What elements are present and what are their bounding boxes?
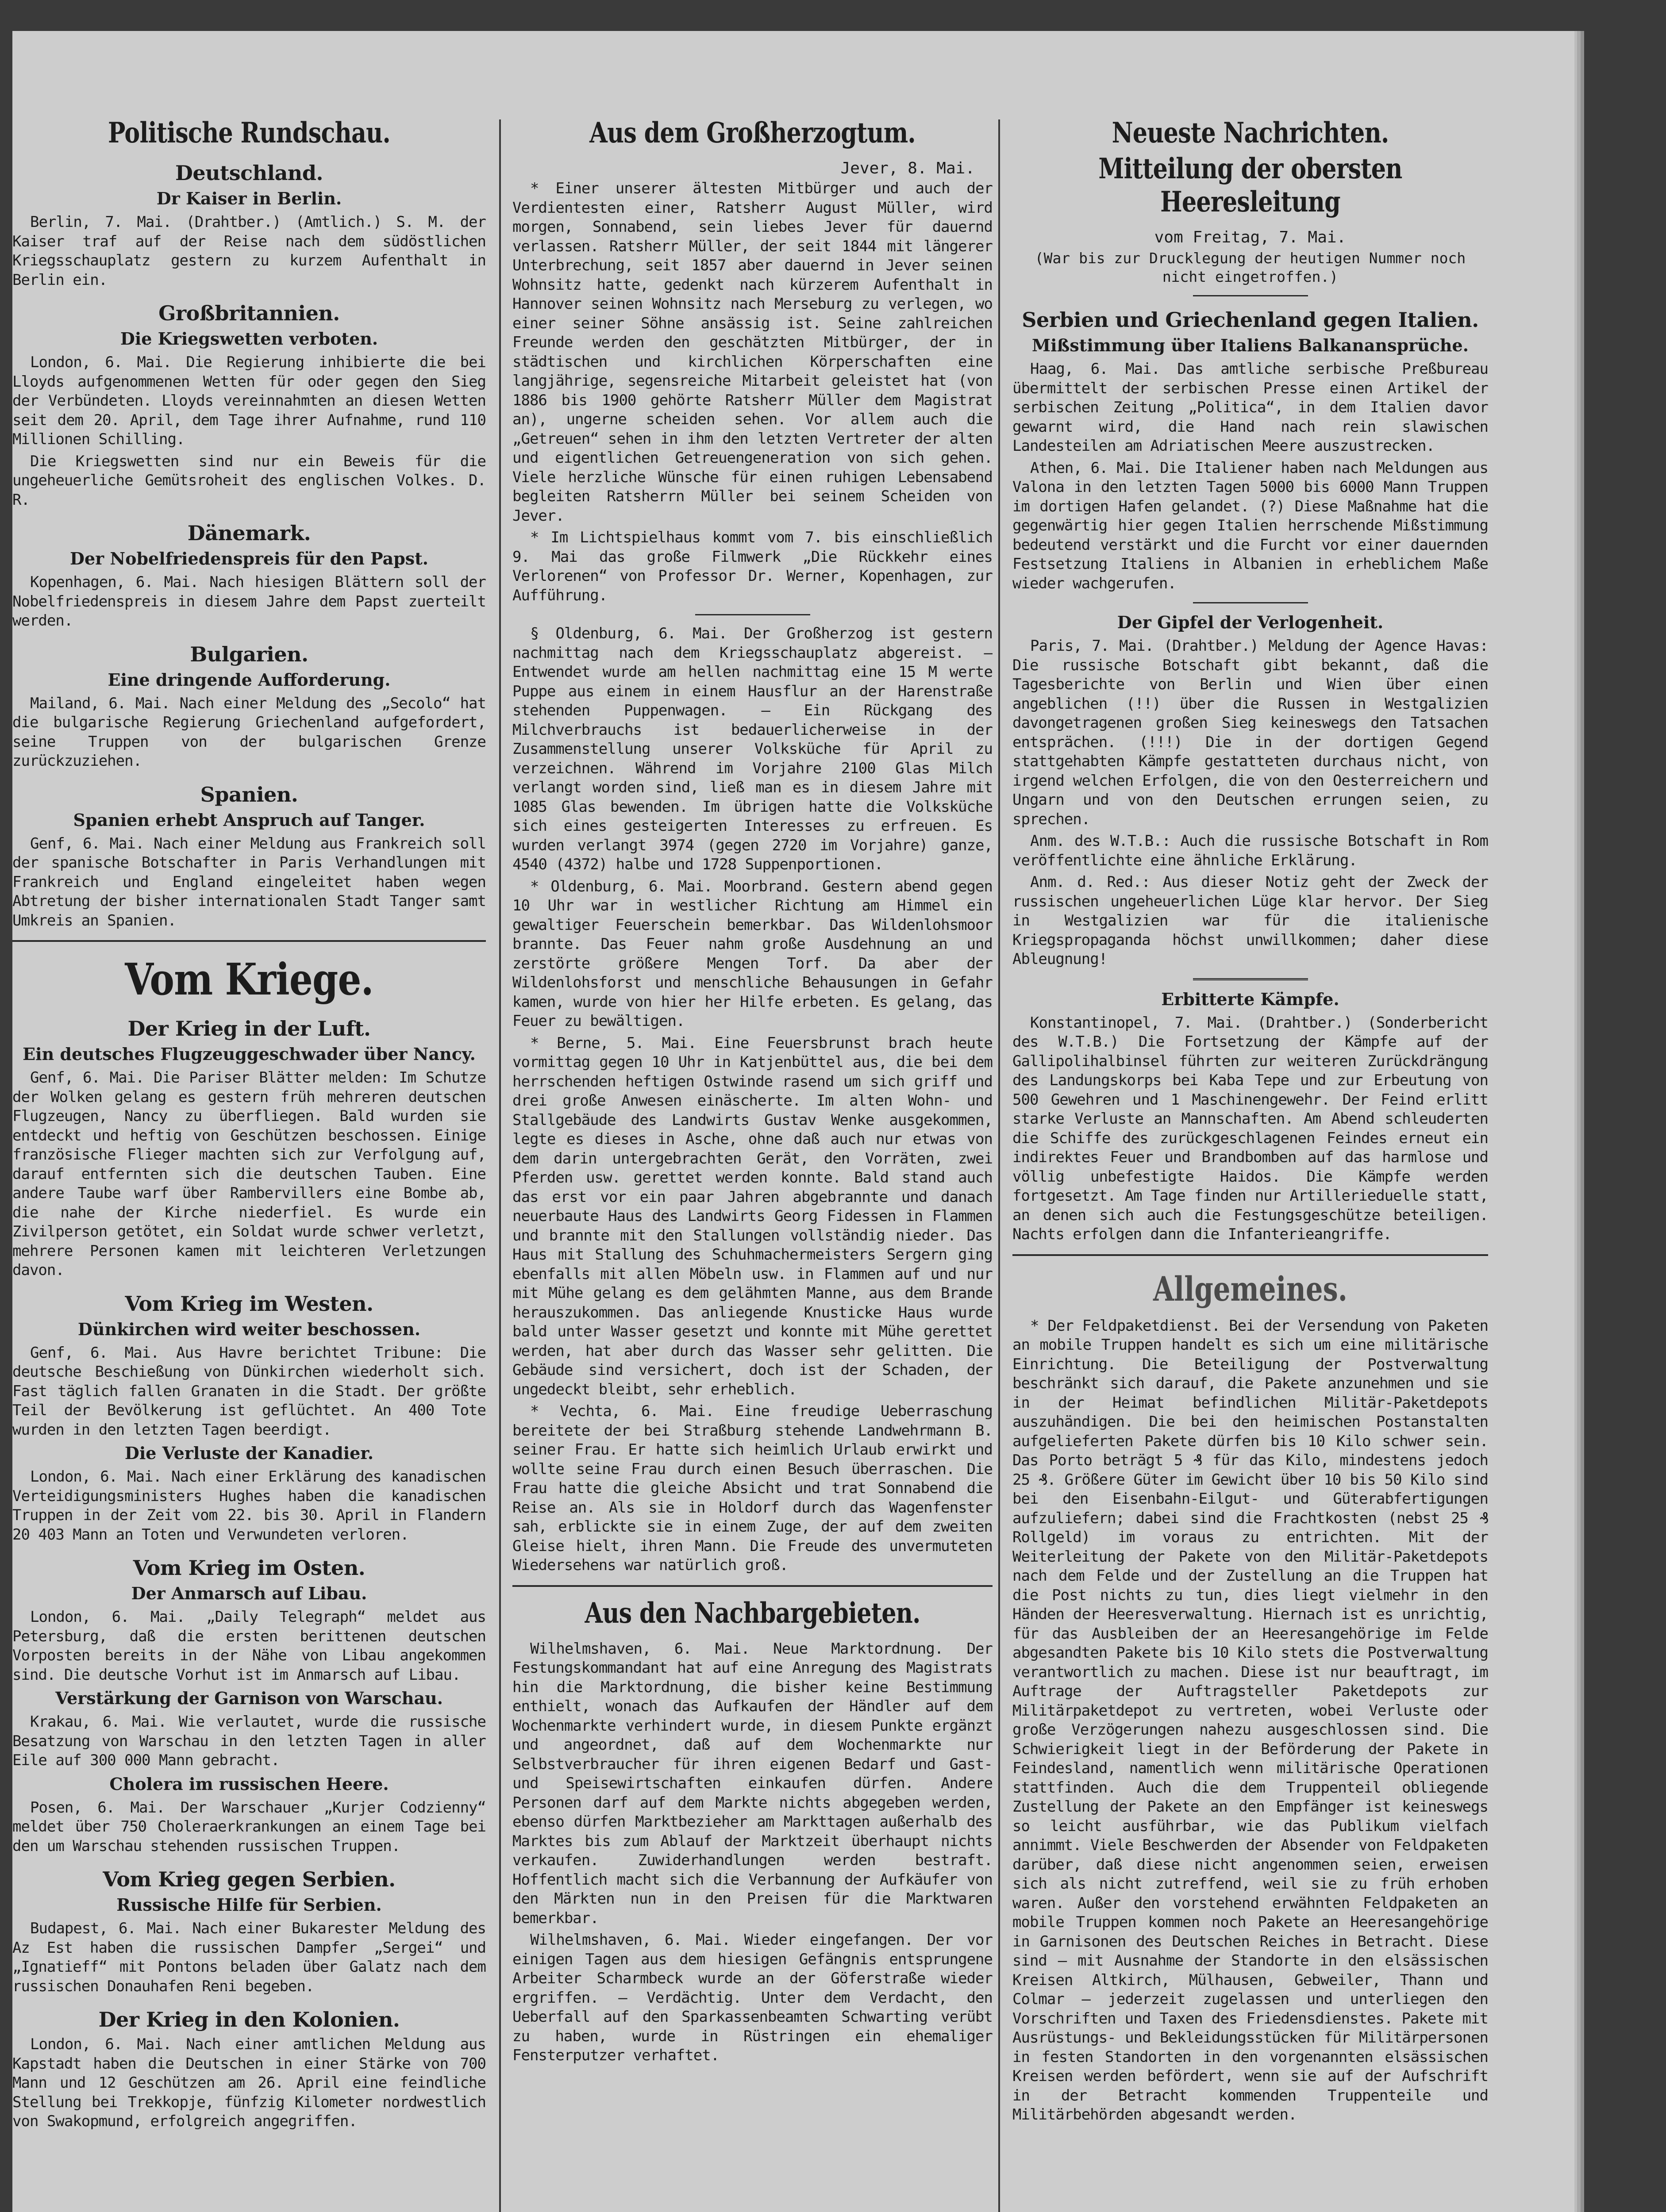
article-text: * Der Feldpaketdienst. Bei der Versendung von Paketen an mobile Truppen handelt es sich um eine militärische Einrichtung. Die Beteiligung der Postverwaltung beschränkt sich darauf, die Pakete anzunehmen und sie in der Heimat befindlichen Militär-Paketdepots auszuhändigen. Die bei den heimischen Postanstalten aufgelieferten Pakete dürfen bis 10 Kilo schwer sein. Das Porto beträgt 5 ₰ für das Kilo, mindestens jedoch 25 ₰. Größere Güter im Gewicht über 10 bis 50 Kilo sind bei den Eisenbahn-Eilgut- und Güterabfertigungen aufzuliefern; dabei sind die Frachtkosten (nebst 25 ₰ Rollgeld) im voraus zu entrichten. Mit der Weiterleitung der Pakete von den Militär-Paketdepots nach dem Felde und der Zustellung an die Truppen hat die Post nichts zu tun, dies liegt vielmehr in den Händen der Heeresverwaltung. Hiernach ist es unrichtig, für das Ausbleiben der an Heeresangehörige im Felde abgesandten Pakete bis 10 Kilo stets die Postverwaltung verantwortlich zu machen. Diese ist nur beauftragt, im Auftrage der Auftragsteller Paketdepots zur Militärpaketdepot zu vertreten, wobei Verluste oder große Verzögerungen nahezu ausgeschlossen sind. Die Schwierigkeit liegt in der Beförderung der Pakete in Feindesland, namentlich wenn militärische Operationen stattfinden. Auch die dem Truppenteil obliegende Zustellung der Pakete an den Empfänger ist keineswegs so leicht ausführbar, wie das Publikum vielfach annimmt. Viele Beschwerden der Absender von Feldpaketen darüber, daß diese nicht angenommen seien, erweisen sich als nicht zutreffend, weil sie zu früh erhoben waren. Außer den vorstehend erwähnten Feldpaketen an mobile Truppen kommen noch Pakete an Heeresangehörige in Garnisonen des Deutschen Reiches in Betracht. Diese sind — mit Ausnahme der Standorte in den elsässischen Kreisen Altkirch, Mülhausen, Gebweiler, Thann und Colmar — jederzeit zugelassen und unterliegen den Vorschriften und Taxen des Friedensdienstes. Pakete mit Ausrüstungs- und Bekleidungsstücken für Militärpersonen in festen Standorten in den vorgenannten elsässischen Kreisen werden befördert, wenn sie auf der Aufschrift in der Betracht kommenden Truppenteile und Militärbehörden abgesandt werden. [1012, 1317, 1488, 2124]
bulletin-note: (War bis zur Drucklegung der heutigen Nummer noch nicht eingetroffen.) [1035, 250, 1466, 285]
article-divider [1193, 602, 1308, 603]
article-text: Genf, 6. Mai. Nach einer Meldung aus Frankreich soll der spanische Botschafter in Paris Verhandlungen mit Frankreich und England eingeleitet haben wegen Abtretung der bisher internationalen Stadt Tanger samt Umkreis an Spanien. [12, 834, 486, 929]
article-headline: Erbitterte Kämpfe. [1161, 989, 1339, 1009]
article-text: Krakau, 6. Mai. Wie verlautet, wurde die russische Besatzung von Warschau in den letzten Tagen in aller Eile auf 300 000 Mann gebracht. [12, 1713, 486, 1769]
article-divider [1193, 978, 1308, 980]
article-text: Die Kriegswetten sind nur ein Beweis für die ungeheuerliche Gemütsroheit des englischen Volkes. D. R. [12, 452, 486, 509]
article-headline: Dr Kaiser in Berlin. [156, 188, 342, 208]
article-text: * Im Lichtspielhaus kommt vom 7. bis einschließlich 9. Mai das große Filmwerk „Die Rückkehr eines Verlorenen“ von Professor Dr. Werner, Kopenhagen, zur Aufführung. [512, 529, 993, 604]
article-text: Berlin, 7. Mai. (Drahtber.) (Amtlich.) S. M. der Kaiser traf auf der Reise nach dem südöstlichen Kriegsschauplatz gestern zu kurzem Aufenthalt in Berlin ein. [12, 213, 486, 289]
article-headline: Der Anmarsch auf Libau. [131, 1583, 367, 1603]
article-text: London, 6. Mai. Die Regierung inhibierte die bei Lloyds aufgenommenen Wetten für oder gegen den Sieg der Verbündeten. Lloyds vereinnahmten an diesen Wetten seit dem 20. April, dem Tage ihrer Aufnahme, rund 110 Millionen Schilling. [12, 353, 486, 448]
section-divider [512, 1585, 993, 1587]
article-headline: Der Gipfel der Verlogenheit. [1117, 612, 1384, 632]
country-heading: Dänemark. [187, 521, 311, 545]
column-2 [512, 108, 993, 2212]
bulletin-title: Mitteilung der obersten Heeresleitung [1098, 152, 1402, 219]
section-masthead: Aus dem Großherzogtum. [589, 116, 916, 150]
article-headline: Ein deutsches Flugzeuggeschwader über Nancy. [23, 1044, 476, 1064]
column-1 [12, 108, 486, 2212]
section-heading: Der Krieg in den Kolonien. [98, 2008, 400, 2032]
section-heading: Vom Krieg im Osten. [133, 1556, 366, 1580]
section-heading: Vom Krieg im Westen. [125, 1291, 373, 1316]
column-rule [998, 119, 1000, 2212]
section-divider [1012, 1254, 1488, 1256]
article-headline: Die Verluste der Kanadier. [124, 1443, 374, 1463]
article-text: § Oldenburg, 6. Mai. Der Großherzog ist gestern nachmittag nach dem Kriegsschauplatz abgereist. — Entwendet wurde am hellen nachmittag eine 15 M werte Puppe aus einem in einem Hausflur an der Harenstraße stehenden Puppenwagen. — Ein Rückgang des Milchverbrauchs ist bedauerlicherweise in der Zusammenstellung unserer Volksküche für April zu verzeichnen. Während im Vorjahre 2100 Glas Milch verlangt worden sind, ließ man es in diesem Jahre mit 1085 Glas bewenden. Im übrigen hatte die Volksküche sich eines gesteigerten Interesses zu erfreuen. Es wurden verlangt 3974 (gegen 2720 im Vorjahre) ganze, 4540 (4372) halbe und 1728 Suppenportionen. [512, 625, 993, 873]
article-text: Anm. d. Red.: Aus dieser Notiz geht der Zweck der russischen ungeheuerlichen Lüge klar hervor. Der Sieg in Westgalizien war für die italienische Kriegspropaganda höchst unwillkommen; daher diese Ableugnung! [1012, 873, 1488, 968]
article-text: Konstantinopel, 7. Mai. (Drahtber.) (Sonderbericht des W.T.B.) Die Fortsetzung der Kämpfe auf der Gallipolihalbinsel führten zur weiteren Zurückdrängung des Landungskorps bei Kaba Tepe und zur Erbeutung von 500 Gewehren und 1 Maschinengewehr. Der Feind erlitt starke Verluste an Mannschaften. Am Abend schleuderten die Schiffe des zurückgeschlagenen Feindes erneut ein indirektes Feuer und Brandbomben auf das harmlose und völlig unbefestigte Haidos. Die Kämpfe werden fortgesetzt. Am Tage finden nur Artilleriеduelle statt, an denen sich auch die Festungsgeschütze beteiligen. Nachts erfolgen dann die Infanterieangriffe. [1012, 1014, 1488, 1243]
country-heading: Bulgarien. [190, 642, 308, 666]
column-rule [499, 119, 501, 2212]
article-headline: Die Kriegswetten verboten. [120, 329, 378, 349]
country-heading: Spanien. [200, 782, 298, 806]
country-heading: Deutschland. [175, 161, 323, 185]
article-text: * Vechta, 6. Mai. Eine freudige Ueberraschung bereitete der bei Straßburg stehende Landwehrmann B. seiner Frau. Er hatte sich heimlich Urlaub erwirkt und wollte seine Frau durch einen Besuch überraschen. Die Frau hatte die gleiche Absicht und trat Sonnabend die Reise an. Als sie in Holdorf durch das Wagenfenster sah, erblickte sie in einem Zuge, der auf dem zweiten Gleise hielt, ihren Mann. Die Freude des unvermuteten Wiedersehens war natürlich groß. [512, 1402, 993, 1574]
article-text: Genf, 6. Mai. Aus Havre berichtet Tribune: Die deutsche Beschießung von Dünkirchen wiederholt sich. Fast täglich fallen Granaten in die Stadt. Der größte Teil der Bevölkerung ist geflüchtet. An 400 Tote wurden in den letzten Tagen beerdigt. [12, 1344, 486, 1439]
article-text: London, 6. Mai. Nach einer amtlichen Meldung aus Kapstadt haben die Deutschen in einer Stärke von 700 Mann und 12 Geschützen am 26. April eine feindliche Stellung bei Trekkopje, fünfzig Kilometer nordwestlich von Swakopmund, erfolgreich angegriffen. [12, 2035, 486, 2130]
section-masthead: Allgemeines. [1153, 1269, 1347, 1309]
article-text: * Berne, 5. Mai. Eine Feuersbrunst brach heute vormittag gegen 10 Uhr in Katjenbüttel aus, die bei dem herrschenden heftigen Ostwinde rasend um sich griff und drei große Anwesen einäscherte. Im alten Wohn- und Stallgebäude des Landwirts Gustav Wenke ausgekommen, legte es dieses in Asche, ohne daß auch nur etwas von dem darin untergebrachten Gerät, den Vorräten, zwei Pferden usw. gerettet werden konnte. Bald stand auch das erst vor ein paar Jahren abgebrannte und danach neuerbaute Haus des Landwirts Georg Fidessen in Flammen und brannte mit den Stallungen vollständig nieder. Das Haus mit Stallung des Schuhmachermeisters Sergern ging ebenfalls mit allen Möbeln usw. in Flammen auf und nur mit Mühe gelang es dem gelähmten Manne, aus dem Brande herauszukommen. Das anliegende Knusticke Haus wurde bald unter Wasser gesetzt und konnte mit Mühe gerettet werden, hat aber durch das Wasser sehr gelitten. Die Gebäude sind versichert, doch ist der Schaden, der ungedeckt bleibt, sehr erheblich. [512, 1034, 993, 1398]
dateline: Jever, 8. Mai. [840, 159, 975, 177]
article-text: Kopenhagen, 6. Mai. Nach hiesigen Blättern soll der Nobelfriedenspreis in diesem Jahre dem Papst zuerteilt werden. [12, 573, 486, 630]
section-masthead: Aus den Nachbargebieten. [585, 1596, 920, 1630]
article-divider [1193, 295, 1308, 296]
article-text: Haag, 6. Mai. Das amtliche serbische Preßbureau übermittelt der serbischen Presse einen Artikel der serbischen Zeitung „Politica“, in dem Italien davor gewarnt wird, die Hand nach rein slawischen Landesteilen am Adriatischen Meere auszustrecken. [1012, 360, 1488, 455]
country-heading: Großbritannien. [158, 301, 340, 325]
article-headline: Verstärkung der Garnison von Warschau. [55, 1688, 443, 1708]
article-headline: Russische Hilfe für Serbien. [116, 1895, 382, 1915]
article-divider [695, 614, 810, 615]
article-text: Wilhelmshaven, 6. Mai. Neue Marktordnung. Der Festungskommandant hat auf eine Anregung des Magistrats hin die Marktordnung, die bisher keine Bestimmung enthielt, wonach das Aufkaufen der Händler auf dem Wochenmarkte verhindert wurde, in diesem Punkte ergänzt und angeordnet, daß auf dem Wochenmarkte nur Selbstverbraucher für ihren eigenen Bedarf und Gast- und Speisewirtschaften einkaufen dürfen. Andere Personen darf auf dem Markte nichts abgegeben werden, ebenso dürfen Marktbezieher am Markttagen außerhalb des Marktes bis zum Ablauf der Marktzeit überhaupt nichts verkaufen. Zuwiderhandlungen werden bestraft. Hoffentlich macht sich die Verbannung der Aufkäufer von den Märkten nun in den Preisen für die Marktwaren bemerkbar. [512, 1640, 993, 1927]
section-heading: Vom Krieg gegen Serbien. [103, 1867, 396, 1891]
article-text: Genf, 6. Mai. Die Pariser Blätter melden: Im Schutze der Wolken gelang es gestern früh mehreren deutschen Flugzeugen, Nancy zu überfliegen. Bald wurden sie entdeckt und heftig von Geschützen beschossen. Einige französische Flieger machten sich zur Verfolgung auf, darauf entfernten sich die deutschen Tauben. Eine andere Taube warf über Rambervillers eine Bombe ab, die nahe der Kirche niederfiel. Es wurde ein Zivilperson getötet, ein Soldat wurde schwer verletzt, mehrere Personen kamen mit leichteren Verletzungen davon. [12, 1069, 486, 1279]
article-text: * Einer unserer ältesten Mitbürger und auch der Verdientesten einer, Ratsherr August Müller, wird morgen, Sonnabend, sein liebes Jever für dauernd verlassen. Ratsherr Müller, der seit 1844 mit längerer Unterbrechung, seit 1857 aber dauernd in Jever seinen Wohnsitz hatte, gedenkt nach kürzerem Aufenthalt in Hannover seinen Wohnsitz nach Merseburg zu verlegen, wo einer seiner Söhne ansässig ist. Seine zahlreichen Freunde werden den geschätzten Mitbürger, der in städtischen und kirchlichen Körperschaften eine langjährige, segensreiche Mitarbeit geleistet hat (von 1886 bis 1900 gehörte Ratsherr Müller dem Magistrat an), ungerne scheiden sehen. Vor allem auch die „Getreuen“ sehen in ihm den letzten Vertreter der alten und eigentlichen Getreuengeneration von sich gehen. Viele herzliche Wünsche für einen ruhigen Lebensabend begleiten Ratsherrn Müller bei seinem Scheiden von Jever. [512, 180, 993, 525]
section-heading: Der Krieg in der Luft. [127, 1017, 371, 1041]
article-text: Athen, 6. Mai. Die Italiener haben nach Meldungen aus Valona in den letzten Tagen 5000 bis 6000 Mann Truppen im dortigen Hafen gelandet. (?) Diese Maßnahme hat die gegenwärtig hier gegen Italien herrschende Mißstimmung bedeutend verstärkt und die Furcht vor einer dauernden Festsetzung Italiens in Albanien in erheblichem Maße wieder wachgerufen. [1012, 459, 1488, 592]
article-text: * Oldenburg, 6. Mai. Moorbrand. Gestern abend gegen 10 Uhr war in westlicher Richtung am Himmel ein gewaltiger Feuerschein bemerkbar. Das Wildenlohsmoor brannte. Das Feuer nahm große Ausdehnung an und zerstörte größere Mengen Torf. Da aber der Wildenlohsforst und menschliche Behausungen in Gefahr kamen, wurde von hier her Hilfe erbeten. Es gelang, das Feuer zu bewältigen. [512, 877, 993, 1030]
article-text: Mailand, 6. Mai. Nach einer Meldung des „Secolo“ hat die bulgarische Regierung Griechenland aufgefordert, seine Truppen von der bulgarischen Grenze zurückzuziehen. [12, 694, 486, 770]
article-headline: Cholera im russischen Heere. [109, 1774, 389, 1794]
section-masthead: Politische Rundschau. [108, 116, 390, 150]
war-masthead: Vom Kriege. [125, 954, 373, 1005]
newspaper-page [12, 31, 1574, 2212]
section-masthead: Neueste Nachrichten. [1112, 116, 1389, 150]
section-heading: Serbien und Griechenland gegen Italien. [1022, 308, 1479, 332]
article-text: Budapest, 6. Mai. Nach einer Bukarester Meldung des Az Est haben die russischen Dampfer „Sergei“ und „Ignatieff“ mit Pontons beladen über Galatz nach dem russischen Donauhafen Reni begeben. [12, 1920, 486, 1995]
article-text: Anm. des W.T.B.: Auch die russische Botschaft in Rom veröffentlichte eine ähnliche Erklärung. [1012, 832, 1488, 869]
article-headline: Mißstimmung über Italiens Balkanansprüche. [1032, 335, 1469, 355]
article-text: London, 6. Mai. Nach einer Erklärung des kanadischen Verteidigungsministers Hughes haben die kanadischen Truppen in der Zeit vom 22. bis 30. April in Flandern 20 403 Mann an Toten und Verwundeten verloren. [12, 1468, 486, 1544]
section-divider [12, 940, 486, 942]
bulletin-date: vom Freitag, 7. Mai. [1154, 228, 1347, 246]
column-3 [1012, 108, 1488, 2212]
article-headline: Spanien erhebt Anspruch auf Tanger. [73, 810, 425, 830]
article-text: Wilhelmshaven, 6. Mai. Wieder eingefangen. Der vor einigen Tagen aus dem hiesigen Gefängnis entsprungene Arbeiter Scharmbeck wurde an der Göferstraße wieder ergriffen. — Verdächtig. Unter dem Verdacht, den Ueberfall auf den Sparkassenbeamten Schwarting verübt zu haben, wurde in Rüstringen ein ehemaliger Fensterputzer verhaftet. [512, 1931, 993, 2064]
article-headline: Eine dringende Aufforderung. [108, 669, 391, 690]
article-text: London, 6. Mai. „Daily Telegraph“ meldet aus Petersburg, daß die ersten berittenen deutschen Vorposten bereits in der Nähe von Libau angekommen sind. Die deutsche Vorhut ist im Anmarsch auf Libau. [12, 1608, 486, 1684]
article-headline: Dünkirchen wird weiter beschossen. [77, 1319, 421, 1339]
article-text: Posen, 6. Mai. Der Warschauer „Kurjer Codzienny“ meldet über 750 Cholerаerkrankungen an einem Tage bei den um Warschau stehenden russischen Truppen. [12, 1798, 486, 1855]
article-headline: Der Nobelfriedenspreis für den Papst. [70, 549, 428, 568]
article-text: Paris, 7. Mai. (Drahtber.) Meldung der Agence Havas: Die russische Botschaft gibt bekannt, daß die Tagesberichte von Berlin und Wien über einen angeblichen (!!) über die Russen in Westgalizien davongetragenen großen Sieg keineswegs den Tatsachen entsprächen. (!!!) Die in der dortigen Gegend stattgehabten Kämpfe gestatteten durchaus nicht, von irgend welchen Erfolgen, die von den Oesterreichern und Ungarn und von den Deutschen errungen seien, zu sprechen. [1012, 637, 1488, 828]
